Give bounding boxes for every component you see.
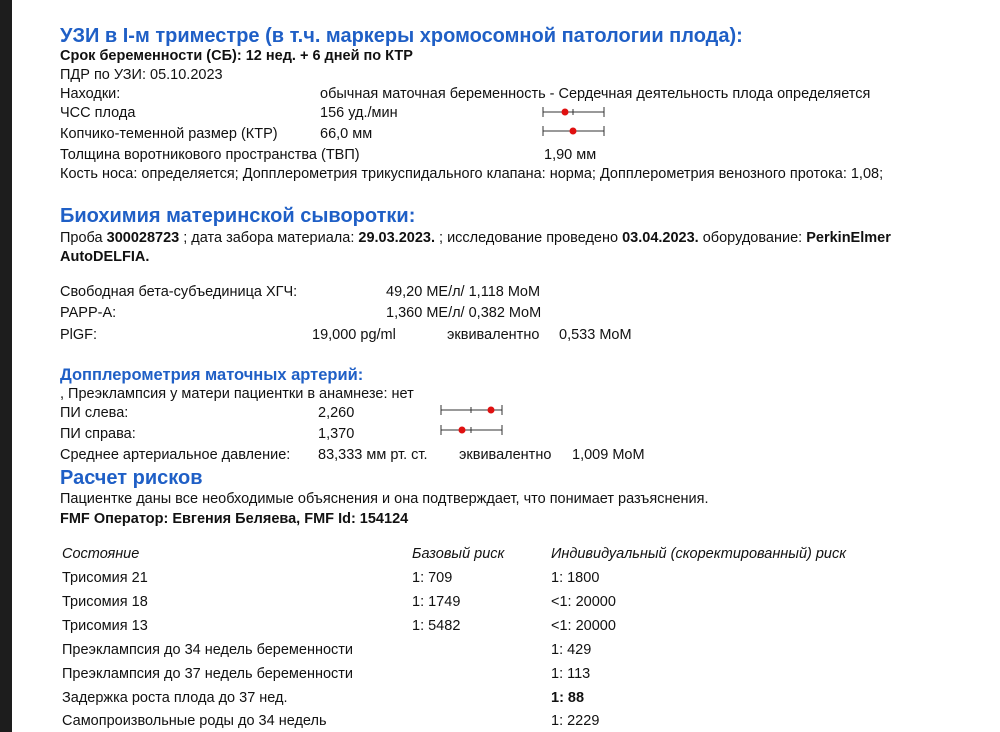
risk-condition: Задержка роста плода до 37 нед.: [62, 690, 288, 706]
pi-left-range-plot: [438, 402, 506, 418]
plgf-label: PlGF:: [60, 327, 98, 343]
risk-condition: Самопроизвольные роды до 34 недель: [62, 713, 327, 729]
findings-label: Находки:: [60, 86, 121, 102]
map-eq: эквивалентно: [459, 447, 552, 463]
left-edge-bar: [0, 0, 12, 732]
hcg-label: Свободная бета-субъединица ХГЧ:: [60, 284, 298, 300]
due-date: ПДР по УЗИ: 05.10.2023: [60, 67, 223, 83]
risk-base: 1: 709: [412, 570, 453, 586]
sample-id: 300028723: [106, 230, 180, 246]
nasal-bone-line: Кость носа: определяется; Допплерометрия трикуспидального клапана: норма; Допплерометрия венозного протока: 1,08;: [60, 166, 884, 182]
fhr-label: ЧСС плода: [60, 105, 136, 121]
map-value: 83,333 мм рт. ст.: [318, 447, 428, 463]
crl-value: 66,0 мм: [320, 126, 373, 142]
hcg-value: 49,20 МЕ/л/ 1,118 MoM: [386, 284, 541, 300]
risk-condition: Преэклампсия до 34 недель беременности: [62, 642, 354, 658]
preeclampsia-history: , Преэклампсия у матери пациентки в анамнезе: нет: [60, 386, 414, 402]
test-date: 03.04.2023.: [622, 230, 699, 246]
pi-right-range-plot: [438, 422, 506, 438]
pi-right-value: 1,370: [318, 426, 355, 442]
risk-base: 1: 1749: [412, 594, 461, 610]
plgf-eq: эквивалентно: [447, 327, 540, 343]
risk-individual: <1: 20000: [551, 594, 616, 610]
risk-condition: Трисомия 21: [62, 570, 148, 586]
crl-label: Копчико-теменной размер (КТР): [60, 126, 278, 142]
risk-title: Расчет рисков: [60, 467, 203, 489]
sample-date: 29.03.2023.: [358, 230, 435, 246]
sample-line: Проба 300028723 ; дата забора материала: 29.03.2023. ; исследование проведено 03.04.2023. оборудование: PerkinElmer: [60, 230, 891, 246]
fhr-marker: [562, 109, 569, 116]
equipment-2: AutoDELFIA.: [60, 249, 150, 265]
biochem-title: Биохимия материнской сыворотки:: [60, 205, 416, 227]
fmf-operator: FMF Оператор: Евгения Беляева, FMF Id: 154124: [60, 511, 409, 527]
nt-label: Толщина воротникового пространства (ТВП): [60, 147, 360, 163]
nt-value: 1,90 мм: [544, 147, 597, 163]
risk-condition: Трисомия 13: [62, 618, 148, 634]
col-header-individual-risk: Индивидуальный (скоректированный) риск: [551, 546, 847, 562]
equipment-1: PerkinElmer: [806, 230, 891, 246]
crl-range-plot: [540, 123, 608, 139]
fhr-value: 156 уд./мин: [320, 105, 398, 121]
risk-condition: Трисомия 18: [62, 594, 148, 610]
risk-individual: 1: 2229: [551, 713, 600, 729]
explanation-note: Пациентке даны все необходимые объяснения и она подтверждает, что понимает разъяснения.: [60, 491, 709, 507]
gestational-age: Срок беременности (СБ): 12 нед. + 6 дней по КТР: [60, 48, 413, 64]
pi-left-marker: [488, 407, 495, 414]
risk-individual: 1: 113: [551, 666, 591, 682]
fhr-range-plot: [540, 104, 608, 120]
pi-right-label: ПИ справа:: [60, 426, 136, 442]
scan-title: УЗИ в I-м триместре (в т.ч. маркеры хромосомной патологии плода):: [60, 25, 743, 47]
plgf-value: 19,000 pg/ml: [312, 327, 396, 343]
crl-marker: [570, 128, 577, 135]
papp-label: PAPP-A:: [60, 305, 117, 321]
pi-right-marker: [459, 427, 466, 434]
findings-value: обычная маточная беременность - Сердечная деятельность плода определяется: [320, 86, 871, 102]
doppler-title: Допплерометрия маточных артерий:: [60, 366, 364, 384]
papp-value: 1,360 МЕ/л/ 0,382 MoM: [386, 305, 542, 321]
risk-individual: 1: 429: [551, 642, 592, 658]
plgf-mom: 0,533 MoM: [559, 327, 632, 343]
col-header-condition: Состояние: [62, 546, 140, 562]
risk-individual: <1: 20000: [551, 618, 616, 634]
map-mom: 1,009 MoM: [572, 447, 645, 463]
map-label: Среднее артериальное давление:: [60, 447, 291, 463]
risk-individual: 1: 88: [551, 690, 585, 706]
pi-left-value: 2,260: [318, 405, 355, 421]
risk-condition: Преэклампсия до 37 недель беременности: [62, 666, 354, 682]
risk-individual: 1: 1800: [551, 570, 600, 586]
col-header-base-risk: Базовый риск: [412, 546, 505, 562]
risk-base: 1: 5482: [412, 618, 461, 634]
pi-left-label: ПИ слева:: [60, 405, 129, 421]
